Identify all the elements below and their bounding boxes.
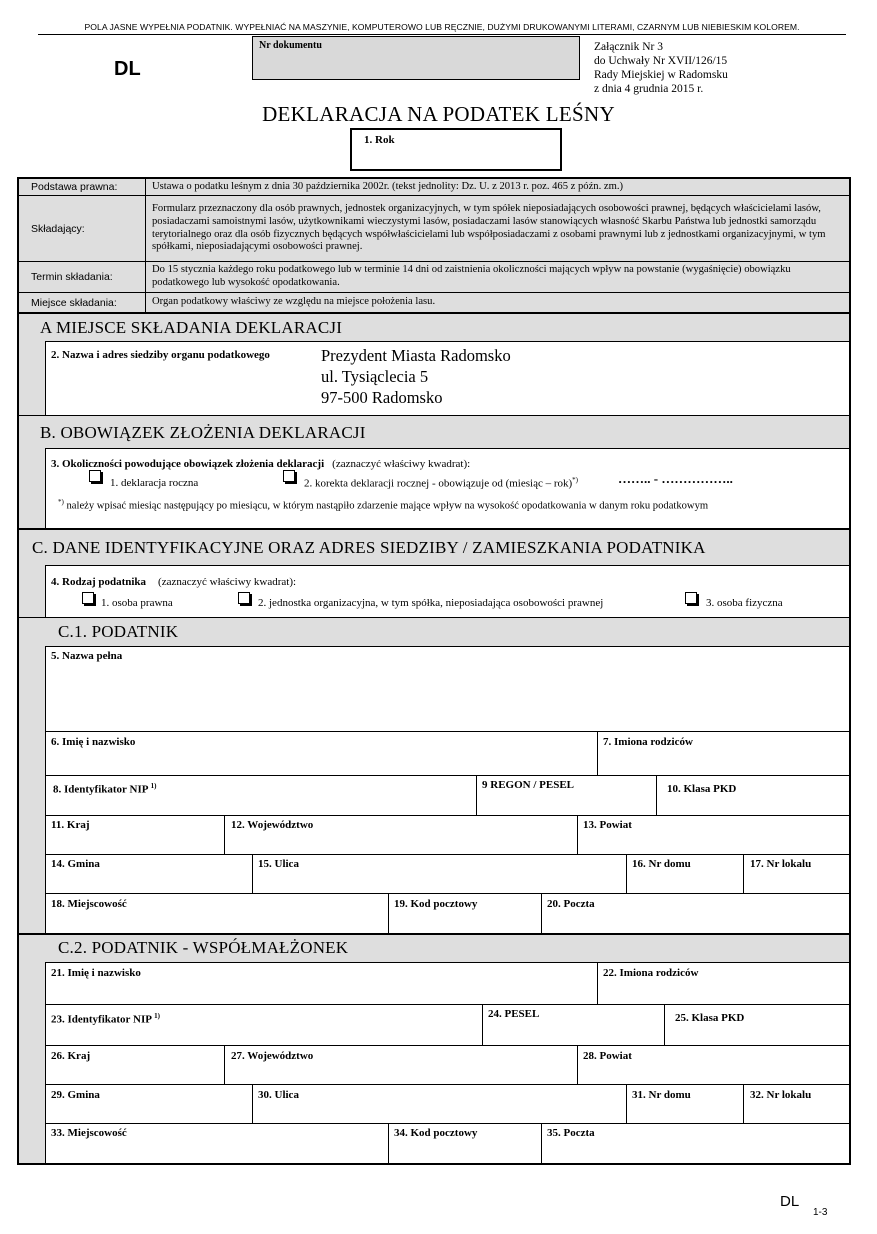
row-divider bbox=[45, 854, 849, 855]
row-divider bbox=[45, 731, 849, 732]
legal-person-checkbox[interactable] bbox=[82, 592, 94, 604]
municipality-field[interactable]: 14. Gmina bbox=[51, 858, 100, 870]
field-3-label: 3. Okoliczności powodujące obowiązek złożenia deklaracji bbox=[51, 458, 325, 470]
attachment-line: z dnia 4 grudnia 2015 r. bbox=[594, 83, 704, 95]
col-divider bbox=[743, 854, 744, 893]
col-divider bbox=[664, 1004, 665, 1045]
taxpayer-type-question bbox=[51, 572, 296, 590]
col-divider bbox=[577, 815, 578, 854]
col-divider bbox=[656, 775, 657, 815]
document-number-label: Nr dokumentu bbox=[259, 40, 322, 51]
spouse-municipality-field[interactable]: 29. Gmina bbox=[51, 1089, 100, 1101]
spouse-house-number-field[interactable]: 31. Nr domu bbox=[632, 1089, 691, 1101]
spouse-pkd-field[interactable]: 25. Klasa PKD bbox=[675, 1012, 745, 1024]
organizational-unit-checkbox[interactable] bbox=[238, 592, 250, 604]
section-b-title: B. OBOWIĄZEK ZŁOŻENIA DEKLARACJI bbox=[40, 423, 366, 442]
county-field[interactable]: 13. Powiat bbox=[583, 819, 632, 831]
spouse-voivodeship-field[interactable]: 27. Województwo bbox=[231, 1050, 314, 1062]
field-4-hint: (zaznaczyć właściwy kwadrat): bbox=[158, 576, 297, 588]
post-office-field[interactable]: 20. Poczta bbox=[547, 898, 595, 910]
spouse-county-field[interactable]: 28. Powiat bbox=[583, 1050, 632, 1062]
section-c1-title: C.1. PODATNIK bbox=[58, 622, 179, 641]
document-number-field[interactable] bbox=[252, 36, 580, 80]
attachment-line: do Uchwały Nr XVII/126/15 bbox=[594, 55, 728, 67]
postal-code-field[interactable]: 19. Kod pocztowy bbox=[394, 898, 478, 910]
spouse-name-field[interactable]: 21. Imię i nazwisko bbox=[51, 967, 141, 979]
parents-names-field[interactable]: 7. Imiona rodziców bbox=[603, 736, 693, 748]
row-divider bbox=[45, 893, 849, 894]
row-divider bbox=[45, 775, 849, 776]
spouse-parents-field[interactable]: 22. Imiona rodziców bbox=[603, 967, 699, 979]
voivodeship-field[interactable]: 12. Województwo bbox=[231, 819, 314, 831]
tax-office-address bbox=[321, 345, 511, 408]
section-a-title: A MIEJSCE SKŁADANIA DEKLARACJI bbox=[40, 318, 343, 337]
place-label: Miejsce składania: bbox=[31, 296, 117, 309]
legal-person-label: 1. osoba prawna bbox=[101, 597, 173, 609]
col-divider bbox=[224, 1045, 225, 1084]
col-divider bbox=[252, 1084, 253, 1123]
header-divider bbox=[38, 34, 846, 35]
footnote bbox=[58, 498, 708, 512]
filer-label: Składający: bbox=[31, 222, 85, 235]
section-c-title: C. DANE IDENTYFIKACYJNE ORAZ ADRES SIEDZIBY / ZAMIESZKANIA PODATNIKA bbox=[32, 538, 706, 557]
attachment-line: Rady Miejskiej w Radomsku bbox=[594, 69, 728, 81]
row-divider bbox=[45, 1084, 849, 1085]
col-divider bbox=[597, 731, 598, 775]
spouse-city-field[interactable]: 33. Miejscowość bbox=[51, 1127, 127, 1139]
col-divider bbox=[743, 1084, 744, 1123]
natural-person-checkbox[interactable] bbox=[685, 592, 697, 604]
row-divider bbox=[45, 1123, 849, 1124]
year-field[interactable] bbox=[350, 128, 562, 171]
col-divider bbox=[482, 1004, 483, 1045]
col-divider bbox=[541, 893, 542, 933]
nip-footnote: 1) bbox=[150, 782, 157, 790]
col-divider bbox=[541, 1123, 542, 1163]
spouse-street-field[interactable]: 30. Ulica bbox=[258, 1089, 299, 1101]
spouse-pesel-field[interactable]: 24. PESEL bbox=[488, 1008, 540, 1020]
address-line: ul. Tysiąclecia 5 bbox=[321, 367, 429, 386]
field-4-label: 4. Rodzaj podatnika bbox=[51, 576, 147, 588]
spouse-nip-field[interactable] bbox=[51, 1012, 160, 1026]
deadline-text: Do 15 stycznia każdego roku podatkowego lub w terminie 14 dni od zaistnienia okoliczności mających wpływ na powstanie (wygaśnięcie) obowiązku podatkowego lub wysokość opodatkowania. bbox=[152, 264, 791, 288]
attachment-note bbox=[594, 40, 728, 96]
annual-declaration-checkbox[interactable] bbox=[89, 470, 101, 482]
field-3-hint: (zaznaczyć właściwy kwadrat): bbox=[332, 458, 471, 470]
section-c2-title: C.2. PODATNIK - WSPÓŁMAŁŻONEK bbox=[58, 938, 349, 957]
spouse-post-office-field[interactable]: 35. Poczta bbox=[547, 1127, 595, 1139]
tax-office-label: 2. Nazwa i adres siedziby organu podatkowego bbox=[51, 349, 270, 361]
spouse-apartment-number-field[interactable]: 32. Nr lokalu bbox=[750, 1089, 812, 1101]
col-divider bbox=[577, 1045, 578, 1084]
page-number: 1-3 bbox=[813, 1207, 828, 1218]
attachment-line: Załącznik Nr 3 bbox=[594, 41, 663, 53]
spouse-nip-label: 23. Identyfikator NIP bbox=[51, 1013, 152, 1026]
spouse-country-field[interactable]: 26. Kraj bbox=[51, 1050, 91, 1062]
footer-form-code: DL bbox=[780, 1193, 800, 1210]
correction-checkbox[interactable] bbox=[283, 470, 295, 482]
correction-date-blank[interactable]: …….. - …………….. bbox=[618, 471, 733, 486]
city-field[interactable]: 18. Miejscowość bbox=[51, 898, 127, 910]
pkd-class-field[interactable]: 10. Klasa PKD bbox=[667, 783, 737, 795]
row-divider bbox=[45, 1004, 849, 1005]
deadline-label: Termin składania: bbox=[31, 271, 113, 283]
col-divider bbox=[597, 962, 598, 1004]
legal-basis-label: Podstawa prawna: bbox=[31, 181, 118, 193]
street-field[interactable]: 15. Ulica bbox=[258, 858, 299, 870]
col-divider bbox=[388, 1123, 389, 1163]
annual-declaration-label: 1. deklaracja roczna bbox=[110, 477, 199, 489]
nip-field[interactable] bbox=[53, 782, 156, 796]
first-last-name-field[interactable]: 6. Imię i nazwisko bbox=[51, 736, 136, 748]
nip-label: 8. Identyfikator NIP bbox=[53, 783, 148, 796]
place-text: Organ podatkowy właściwy ze względu na miejsce położenia lasu. bbox=[152, 296, 436, 308]
page-title: DEKLARACJA NA PODATEK LEŚNY bbox=[262, 102, 615, 126]
natural-person-label: 3. osoba fizyczna bbox=[706, 597, 783, 609]
address-line: 97-500 Radomsko bbox=[321, 388, 443, 407]
spouse-nip-footnote: 1) bbox=[154, 1012, 160, 1020]
apartment-number-field[interactable]: 17. Nr lokalu bbox=[750, 858, 812, 870]
fill-instruction: POLA JASNE WYPEŁNIA PODATNIK. WYPEŁNIAĆ NA MASZYNIE, KOMPUTEROWO LUB RĘCZNIE, DUŻYMI DRUKOWANYMI LITERAMI, CZARNYM LUB NIEBIESKIM KOLOREM. bbox=[84, 22, 800, 32]
col-divider bbox=[476, 775, 477, 815]
filer-text: Formularz przeznaczony dla osób prawnych, jednostek organizacyjnych, w tym spółek nieposiadających osobowości prawnej, będących właścicielami lasów, posiadaczami samoistnymi lasów, użytkownikami wieczystymi lasów, posiadaczami lasów stanowiących własność Skarbu Państwa lub jednostki samorządu terytorialnego oraz dla osób fizycznych będących współwłaścicielami lub współposiadaczami z osobami prawnymi lub z jednostkami organizacyjnymi, w tym spółkami, nieposiadającymi osobowości prawnej. bbox=[152, 203, 826, 253]
spouse-postal-code-field[interactable]: 34. Kod pocztowy bbox=[394, 1127, 478, 1139]
legal-basis-text: Ustawa o podatku leśnym z dnia 30 października 2002r. (tekst jednolity: Dz. U. z 2013 r. poz. 465 z późn. zm.) bbox=[152, 180, 624, 192]
footnote-ref: *) bbox=[572, 476, 579, 484]
col-divider bbox=[224, 815, 225, 854]
regon-pesel-field[interactable]: 9 REGON / PESEL bbox=[482, 779, 574, 791]
col-divider bbox=[626, 1084, 627, 1123]
year-label: 1. Rok bbox=[364, 134, 395, 146]
col-divider bbox=[388, 893, 389, 933]
footnote-text: należy wpisać miesiąc następujący po miesiącu, w którym nastąpiło zdarzenie mające wpływ na wysokość opodatkowania w danym roku podatkowym bbox=[66, 500, 709, 512]
form-code: DL bbox=[114, 58, 141, 80]
country-field[interactable]: 11. Kraj bbox=[51, 819, 90, 831]
obligation-question bbox=[51, 454, 470, 472]
footnote-mark: *) bbox=[58, 498, 64, 506]
row-divider bbox=[45, 1045, 849, 1046]
col-divider bbox=[626, 854, 627, 893]
full-name-field[interactable]: 5. Nazwa pełna bbox=[51, 650, 123, 662]
house-number-field[interactable]: 16. Nr domu bbox=[632, 858, 691, 870]
organizational-unit-label: 2. jednostka organizacyjna, w tym spółka, nieposiadająca osobowości prawnej bbox=[258, 597, 604, 609]
col-divider bbox=[252, 854, 253, 893]
correction-label bbox=[304, 476, 578, 490]
correction-text: 2. korekta deklaracji rocznej - obowiązuje od (miesiąc – rok) bbox=[304, 477, 573, 490]
row-divider bbox=[45, 815, 849, 816]
address-line: Prezydent Miasta Radomsko bbox=[321, 346, 511, 365]
